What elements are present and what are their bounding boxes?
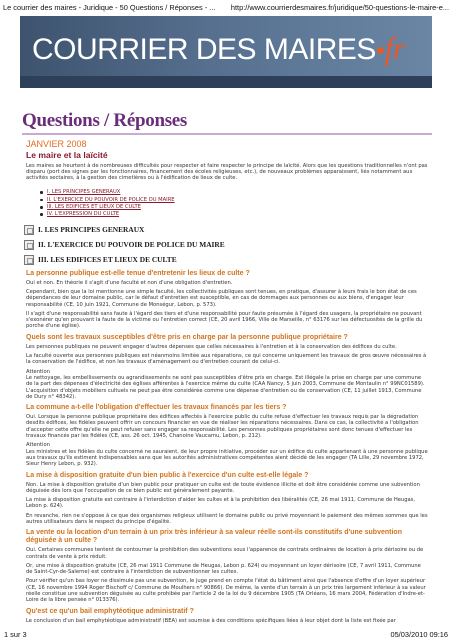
answer-paragraph: Or, une mise à disposition gratuite (CE, 26 mai 1911 Commune de Heugas, Lebon p. 624) ou moyennant un loyer dérisoire (CE, 7 avril 1911, Commune de Saint-Cyr-de-Salerne) est contraire à l'interdiction de subventionner les cultes.	[26, 562, 421, 576]
answer-paragraph: La mise à disposition gratuite est contraire à l'interdiction d'aider les cultes et à la prohibition des libéralités (CE, 26 mai 1911, Commune de Heugas, Lebon p. 624).	[26, 497, 416, 510]
page-url-text: http://www.courrierdesmaires.fr/juridique/50-questions-le-maire-e...	[230, 3, 449, 12]
question-heading: La vente ou la location d'un terrain à un prix très inférieur à sa valeur réelle sont-ils constitutifs d'une subvention déguisée à un culte ?	[26, 529, 402, 545]
answer-paragraph: Oui. Lorsque la personne publique propriétaire des édifices affectés à l'exercice public du culte refuse d'effectuer les travaux requis par la dégradation desdits édifices, les fidèles peuvent offrir un concours financier en vue de réaliser les réparations nécessaires. Dans ce cas, la collectivité a l'obligation d'accepter cette offre qu'elle ne peut refuser sans engager sa responsabilité. Les personnes publiques propriétaires sont donc tenues d'effectuer les travaux financés par les fidèles (CE, ass. 26 oct. 1945, Chanoine Vaucamu, Lebon, p. 212).	[26, 414, 419, 440]
logo-text: COURRIER DES MAIRES	[32, 33, 376, 66]
answer-paragraph: La faculté ouverte aux personnes publiques est néanmoins limitée aux réparations, ce qui concerne uniquement les travaux de gros œuvre nécessaires à la conservation de l'édifice, et non les travaux d'aménagement ou d'entretien courant de celui-ci.	[26, 353, 427, 366]
heading-divider	[22, 133, 432, 135]
section-title: II. L'EXERCICE DU POUVOIR DE POLICE DU MAIRE	[38, 239, 225, 249]
answer-paragraph: Oui. Certaines communes tentent de contourner la prohibition des subventions sous l'apparence de contrats ordinaires de location à prix dérisoire ou de contrats de vente à prix réduit.	[26, 547, 424, 560]
attention-label: Attention	[26, 368, 50, 375]
print-footer	[0, 630, 452, 640]
question-heading: La mise à disposition gratuite d'un bien public à l'exercice d'un culte est-elle légale ?	[26, 471, 309, 479]
article-title: Le maire et la laïcité	[26, 150, 108, 161]
logo-suffix: fr	[384, 30, 405, 66]
answer-paragraph: Le nettoyage, les embellissements ou agrandissements ne sont pas susceptibles d'être pris en charge. Est illégale la prise en charge par une commune de la part des dépenses d'électricité des églises afférentes à l'exercice même du culte (CAA Nancy, 5 juin 2003, Commune de Montaulin n° 99NC01589). L'acquisition d'objets mobiliers cultuels ne peut pas être considérée comme une dépense d'entretien ou de conservation (CE, 11 juillet 1913, Commune de Dury n° 48342).	[26, 374, 425, 400]
answer-paragraph: Oui et non. En théorie il s'agit d'une faculté et non d'une obligation d'entretien.	[26, 279, 233, 286]
article-date: JANVIER 2008	[26, 139, 87, 149]
site-banner[interactable]	[20, 16, 432, 88]
article-intro: Les maires se heurtent à de nombreuses difficultés pour respecter et faire respecter le principe de laïcité. Alors que les questions traditionnelles n'ont pas disparu (port des signes par les fonctionnaires, financement des écoles religieuses, etc.), de nouveaux problèmes apparaissent, liés notamment aux activités sectaires, à la gestion des cimetières ou à l'édification de lieux de culte.	[26, 162, 428, 182]
question-heading: La commune a-t-elle l'obligation d'effectuer les travaux financés par les tiers ?	[26, 404, 287, 412]
toc-link[interactable]: III. LES EDIFICES ET LIEUX DE CULTE	[40, 204, 428, 210]
toc-link[interactable]: IV. L'EXPRESSION DU CULTE	[40, 211, 428, 217]
section-header	[24, 225, 428, 235]
page-number: 1 sur 3	[4, 630, 27, 639]
site-logo[interactable]	[32, 30, 405, 67]
section-icon	[24, 240, 34, 250]
answer-paragraph: Il s'agit d'une responsabilité sans faute à l'égard des tiers et d'une responsabilité pour faute présumée à l'égard des usagers, la propriétaire ne pouvant s'exonérer qu'en prouvant la faute de la victime ou l'entretien correct (CE, 20 avril 1966, Ville de Marseille, n° 63176 sur les défectuosités de la grille du porche d'une église).	[26, 310, 423, 330]
article-content	[26, 140, 428, 627]
question-heading: Quels sont les travaux susceptibles d'être pris en charge par la personne publique propriétaire ?	[26, 333, 348, 341]
section-title: III. LES EDIFICES ET LIEUX DE CULTE	[38, 254, 177, 264]
attention-label: Attention	[26, 442, 50, 449]
page-title-text: Le courrier des maires - Juridique - 50 Questions / Réponses - ...	[3, 3, 216, 12]
question-heading: Qu'est ce qu'un bail emphytéotique administratif ?	[26, 607, 194, 615]
logo-dot: •	[375, 35, 385, 65]
print-datetime: 05/03/2010 09:16	[390, 630, 448, 639]
toc-link[interactable]: II. L'EXERCICE DU POUVOIR DE POLICE DU MAIRE	[40, 197, 428, 203]
answer-paragraph: Les personnes publiques ne peuvent engager d'autres dépenses que celles nécessaires à l'entretien et à la conservation des édifices du culte.	[26, 343, 397, 350]
answer-paragraph: Le conclusion d'un bail emphytéotique administratif (BEA) est soumise à des conditions spécifiques liées à leur objet dont la liste est fixée par	[26, 617, 396, 624]
answer-paragraph: Les ministres et les fidèles du culte concerné ne sauraient, de leur propre initiative, procéder sur un édifice du culte appartenant à une personne publique aux travaux qu'ils estiment indispensables sans que les autorités administratives compétentes aient décidé de les engager (TA Lille, 29 novembre 1972, Sieur Henry Lebon, p. 932).	[26, 448, 428, 468]
section-heading: Questions / Réponses	[22, 110, 188, 131]
answer-paragraph: En revanche, rien ne s'oppose à ce que des organismes religieux utilisent le domaine public ou privé moyennant le paiement des mêmes sommes que les autres utilisateurs dans le respect du principe d'égalité.	[26, 512, 428, 525]
print-header	[0, 0, 452, 14]
question-heading: La personne publique est-elle tenue d'entretenir les lieux de culte ?	[26, 269, 250, 277]
toc-link[interactable]: I. LES PRINCIPES GENERAUX	[40, 189, 428, 195]
answer-paragraph: Pour vérifier qu'un bas loyer ne dissimule pas une subvention, le juge prend en compte l'état du bâtiment ainsi que l'absence d'offre d'un loyer supérieur (CE, 16 novembre 1994 Roger Bischoff c/ Commune de Moulhers n° 90866). De même, la vente d'un terrain à un prix très largement inférieur à sa valeur réelle constitue une subvention déguisée au culte prohibée par l'article 2 de la loi du 9 décembre 1905 (TA Orléans, 16 mars 2004, Fédération d'Indre-et-Loire de la libre pensée n° 013376).	[26, 578, 426, 604]
answer-paragraph: Non. La mise à disposition gratuite d'un bien public pour pratiquer un culte est de toute évidence illicite et doit être considérée comme une subvention déguisée dès lors que l'occupation de ce bien public est généralement payante.	[26, 481, 420, 494]
section-header	[24, 240, 428, 250]
table-of-contents	[40, 189, 428, 217]
section-icon	[24, 225, 34, 235]
section-icon	[24, 255, 34, 265]
banner-stripe	[20, 76, 432, 88]
section-header	[24, 255, 428, 265]
answer-paragraph: Cependant, bien que la loi mentionne une simple faculté, les collectivités publiques sont tenues, en pratique, d'assurer à leurs frais le bon état de ces dépendances de leur domaine public, car le défaut d'entretien est susceptible, en cas de dommages aux personnes ou aux biens, d'engager leur responsabilité (CE, 10 juin 1921, Commune de Monségur, Lebon, p. 573).	[26, 288, 417, 308]
section-title: I. LES PRINCIPES GENERAUX	[38, 224, 145, 234]
